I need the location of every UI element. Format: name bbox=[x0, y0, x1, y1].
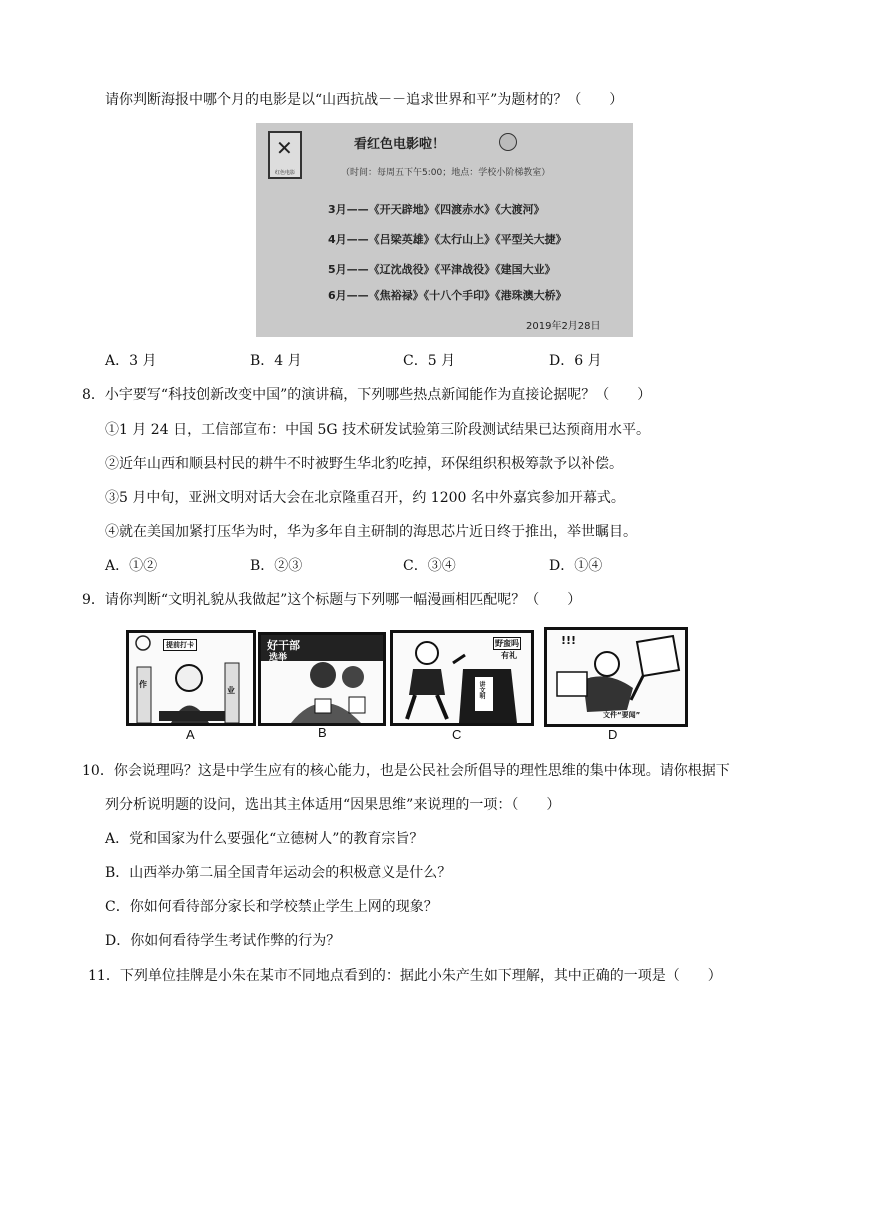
q11-stem: 11．下列单位挂牌是小朱在某市不同地点看到的：据此小朱产生如下理解，其中正确的一项是（ ） bbox=[88, 968, 722, 984]
q8-option-d[interactable]: D．①④ bbox=[549, 558, 603, 574]
poster-row-june: 6月——《焦裕禄》《十八个手印》《港珠澳大桥》 bbox=[328, 289, 567, 302]
q7-option-d[interactable]: D．6 月 bbox=[549, 353, 602, 369]
emblem-icon bbox=[499, 133, 517, 151]
q9-stem: 9．请你判断“文明礼貌从我做起”这个标题与下列哪一幅漫画相匹配呢？（ ） bbox=[82, 592, 582, 608]
poster-row-may: 5月——《辽沈战役》《平津战役》《建国大业》 bbox=[328, 263, 556, 276]
q10-stem-line-2: 列分析说明题的设问，选出其主体适用“因果思维”来说理的一项：（ ） bbox=[105, 797, 561, 813]
cartoon-c-image: 野蛮吗 有礼 讲文明 bbox=[390, 630, 534, 726]
q8-option-c[interactable]: C．③④ bbox=[403, 558, 456, 574]
q8-item-3: ③5 月中旬，亚洲文明对话大会在北京隆重召开，约 1200 名中外嘉宾参加开幕式。 bbox=[105, 490, 625, 506]
q8-item-4: ④就在美国加紧打压华为时，华为多年自主研制的海思芯片近日终于推出，举世瞩目。 bbox=[105, 524, 637, 540]
q7-option-c[interactable]: C．5 月 bbox=[403, 353, 456, 369]
cartoon-d-image: !!! 文件“要闻” bbox=[544, 627, 688, 727]
cartoon-a-image: 提前打卡 作 业 bbox=[126, 630, 256, 726]
poster-title: 看红色电影啦！ bbox=[354, 137, 446, 152]
poster-date: 2019年2月28日 bbox=[526, 321, 601, 332]
film-logo: ✕ 红色电影 bbox=[268, 131, 302, 179]
poster-info: （时间：每周五下午5:00；地点：学校小阶梯教室） bbox=[341, 168, 551, 178]
movie-poster-image bbox=[256, 123, 633, 337]
cartoon-b-label: B bbox=[318, 725, 327, 740]
poster-row-april: 4月——《吕梁英雄》《太行山上》《平型关大捷》 bbox=[328, 233, 567, 246]
q10-option-c[interactable]: C．你如何看待部分家长和学校禁止学生上网的现象？ bbox=[105, 899, 438, 915]
q10-option-a[interactable]: A．党和国家为什么要强化“立德树人”的教育宗旨？ bbox=[105, 831, 424, 847]
q10-stem-line-1: 10．你会说理吗？这是中学生应有的核心能力，也是公民社会所倡导的理性思维的集中体现。请你根据下 bbox=[82, 763, 730, 779]
cartoon-a-label: A bbox=[186, 727, 195, 742]
cartoon-d-label: D bbox=[608, 727, 618, 742]
q10-option-d[interactable]: D．你如何看待学生考试作弊的行为？ bbox=[105, 933, 341, 949]
cartoon-c-label: C bbox=[452, 727, 462, 742]
q8-option-b[interactable]: B．②③ bbox=[250, 558, 303, 574]
q8-item-2: ②近年山西和顺县村民的耕牛不时被野生华北豹吃掉，环保组织积极筹款予以补偿。 bbox=[105, 456, 623, 472]
q8-stem: 8．小宇要写“科技创新改变中国”的演讲稿，下列哪些热点新闻能作为直接论据呢？（ ） bbox=[82, 387, 652, 403]
q8-item-1: ①1 月 24 日，工信部宣布：中国 5G 技术研发试验第三阶段测试结果已达预商用水平。 bbox=[105, 422, 651, 438]
q8-option-a[interactable]: A．①② bbox=[105, 558, 158, 574]
q10-option-b[interactable]: B．山西举办第二届全国青年运动会的积极意义是什么？ bbox=[105, 865, 452, 881]
q7-stem: 请你判断海报中哪个月的电影是以“山西抗战－－追求世界和平”为题材的？（ ） bbox=[105, 92, 624, 108]
q7-option-a[interactable]: A．3 月 bbox=[105, 353, 157, 369]
cartoon-b-image: 好干部 选举 bbox=[258, 632, 386, 726]
poster-row-march: 3月——《开天辟地》《四渡赤水》《大渡河》 bbox=[328, 203, 545, 216]
q7-option-b[interactable]: B．4 月 bbox=[250, 353, 302, 369]
